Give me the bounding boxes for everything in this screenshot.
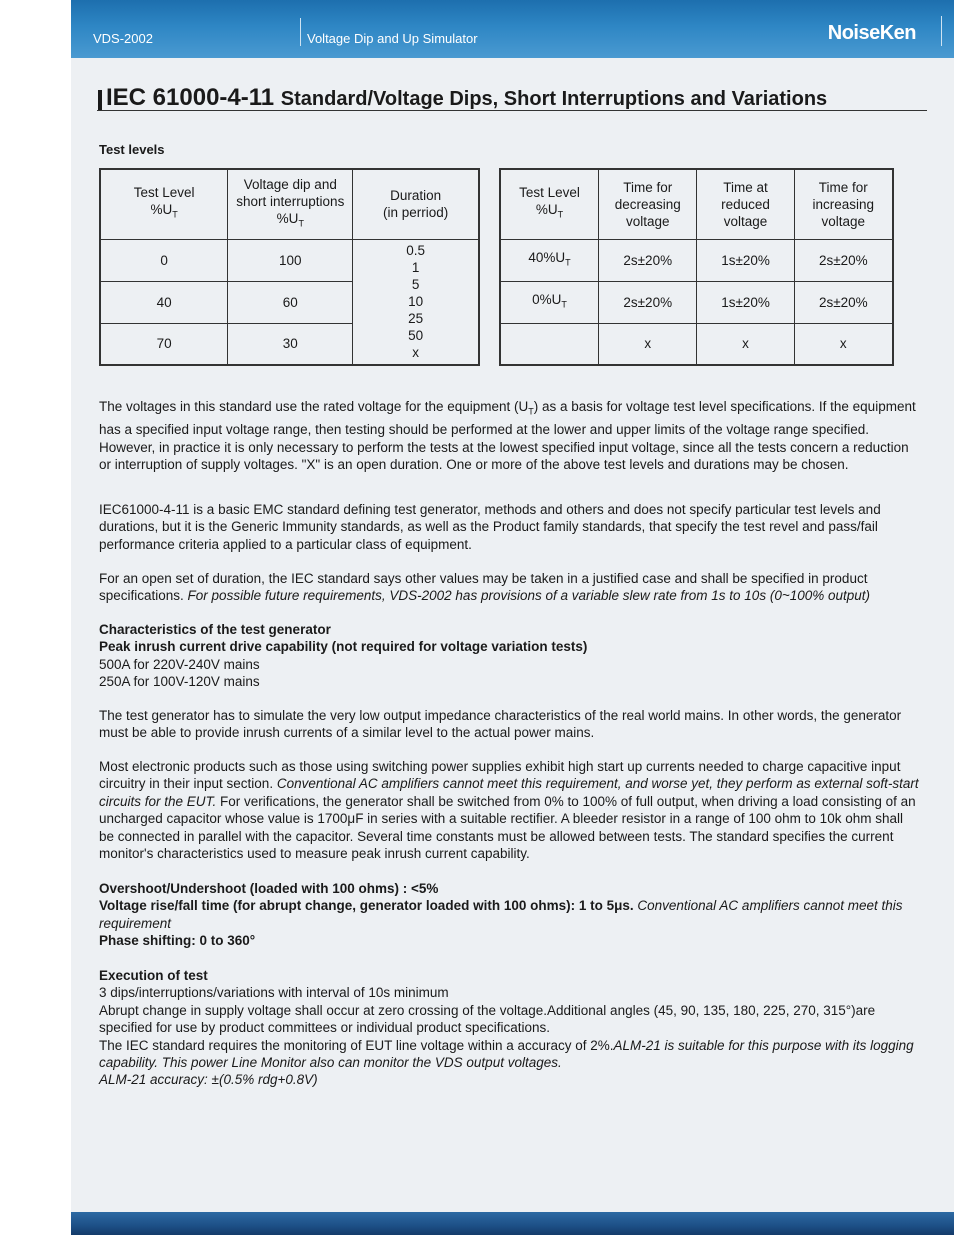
footer-bar — [71, 1212, 954, 1235]
execution-heading: Execution of test — [99, 968, 208, 983]
header-voltage-dip: Voltage dip and short interruptions $\%U_T$ — [228, 169, 353, 239]
title-subtitle: Standard/Voltage Dips, Short Interruptions and Variations — [280, 88, 828, 110]
header-test-level: Test Level $\%U_T$ — [500, 169, 599, 239]
header-bar — [71, 0, 954, 58]
paragraph-impedance: The test generator has to simulate the very low output impedance characteristics of the real world mains. In other words, the generator must be able to provide inrush currents of a similar level to the actual power mains. — [99, 708, 902, 741]
header-divider — [300, 18, 301, 46]
dip-levels-table — [99, 168, 480, 366]
table-header-row — [500, 169, 893, 239]
header-duration: Duration (in perriod) — [353, 169, 479, 239]
inrush-220v: 500A for 220V-240V mains — [99, 656, 260, 672]
title-text — [106, 84, 827, 112]
paragraph-open-duration: For an open set of duration, the IEC standard says other values may be taken in a justified case and shall be specified in product specifications. For possible future requirements, VDS-2002 has provisions of a variable slew rate from 1s to 10s (0~100% output) — [99, 571, 871, 604]
paragraph-inrush: Most electronic products such as those using switching power supplies exhibit high start up currents needed to charge capacitive input circuitry in their input section. Conventional AC amplifiers cannot meet this requirement, and worse yet, they perform as external soft-start circuits for the EUT. For verifications, the generator shall be switched from 0% to 100% of full output, when driving a load consisting of an uncharged capacitor whose value is 1700μF in series with a suitable rectifier. A bleeder resistor in a range of 100 ohm to 10k ohm shall be connected in parallel with the capacitor. Several time constants must be allowed between tests. The standard specifies the current monitor's characteristics used to measure peak inrush current capability. — [99, 759, 919, 862]
cell-test-level: 70 — [100, 323, 228, 365]
paragraph-basic-standard: IEC61000-4-11 is a basic EMC standard defining test generator, methods and others and does not specify particular test levels and durations, but it is the Generic Immunity standards, as well as the Product family standards, that specify the test revel and pass/fail performance criteria applied to a particular class of equipment. — [99, 502, 881, 552]
model-label: VDS-2002 — [93, 31, 153, 46]
cell-reduced: x — [697, 323, 794, 365]
paragraph-rated-voltage: The voltages in this standard use the rated voltage for the equipment $(U_T)$ as a basis for voltage test level specifications. If the equipment has a specified input voltage range, then testing should be performed at the lower and upper limits of the voltage range specified. However, in practice it is only necessary to perform the tests at the lowest specified input voltage, since all the tests concern a reduction or interruption of supply voltages. "X" is an open duration. One or more of the above test levels and durations may be chosen. — [99, 399, 916, 472]
product-label: Voltage Dip and Up Simulator — [307, 31, 478, 46]
cell-test-level: 0 — [100, 239, 228, 281]
execution-interval: 3 dips/interruptions/variations with interval of 10s minimum — [99, 985, 449, 1001]
table-row — [500, 323, 893, 365]
cell-durations: 0.5 1 5 10 25 50 x — [353, 239, 479, 365]
header-time-reduced: Time at reduced voltage — [697, 169, 794, 239]
cell-test-level: 40 — [100, 281, 228, 323]
cell-increasing: 2s±20% — [794, 239, 893, 281]
header-test-level: Test Level $\%U_T$ — [100, 169, 228, 239]
phase-spec: Phase shifting: 0 to 360° — [99, 933, 256, 949]
cell-increasing: x — [794, 323, 893, 365]
cell-dip: 30 — [228, 323, 353, 365]
characteristics-heading: Characteristics of the test generator — [99, 622, 331, 637]
inrush-heading: Peak inrush current drive capability (not required for voltage variation tests) — [99, 639, 588, 655]
inrush-100v: 250A for 100V-120V mains — [99, 674, 260, 690]
brand-logo: NoiseKen — [827, 22, 916, 44]
specs-section — [99, 880, 919, 950]
execution-angles: Abrupt change in supply voltage shall occur at zero crossing of the voltage.Additional angles (45, 90, 135, 180, 225, 270, 315°)are specified for use by product committees or individual product specifications. — [99, 1002, 876, 1036]
title-marker — [98, 90, 102, 110]
rise-spec: Voltage rise/fall time (for abrupt change, generator loaded with 100 ohms): 1 to 5μs. Conventional AC amplifiers cannot meet this requirement — [99, 898, 903, 931]
table-header-row — [100, 169, 479, 239]
cell-test-level — [500, 323, 599, 365]
cell-decreasing: 2s±20% — [599, 239, 697, 281]
cell-dip: 60 — [228, 281, 353, 323]
cell-test-level: $40\%U_T$ — [500, 239, 599, 281]
table-row — [100, 239, 479, 281]
section-title — [97, 84, 927, 111]
cell-decreasing: 2s±20% — [599, 281, 697, 323]
cell-test-level: $0\%U_T$ — [500, 281, 599, 323]
header-time-increasing: Time for increasing voltage — [794, 169, 893, 239]
execution-monitoring: The IEC standard requires the monitoring of EUT line voltage within a accuracy of 2%.ALM-21 is suitable for this purpose with its logging capability. This power Line Monitor also can monitor the VDS output voltages. — [99, 1037, 914, 1071]
title-standard: IEC 61000-4-11 — [106, 84, 275, 111]
header-edge-line — [941, 16, 942, 46]
cell-dip: 100 — [228, 239, 353, 281]
overshoot-spec: Overshoot/Undershoot (loaded with 100 ohms) : <5% — [99, 881, 439, 896]
alm-accuracy: ALM-21 accuracy: ±(0.5% rdg+0.8V) — [99, 1072, 318, 1088]
cell-decreasing: x — [599, 323, 697, 365]
execution-section — [99, 967, 919, 1089]
cell-reduced: 1s±20% — [697, 281, 794, 323]
characteristics-section — [99, 621, 919, 691]
cell-reduced: 1s±20% — [697, 239, 794, 281]
variation-table — [499, 168, 894, 366]
header-time-decreasing: Time for decreasing voltage — [599, 169, 697, 239]
table-row — [500, 281, 893, 323]
cell-increasing: 2s±20% — [794, 281, 893, 323]
test-levels-heading: Test levels — [99, 142, 165, 157]
table-row — [500, 239, 893, 281]
